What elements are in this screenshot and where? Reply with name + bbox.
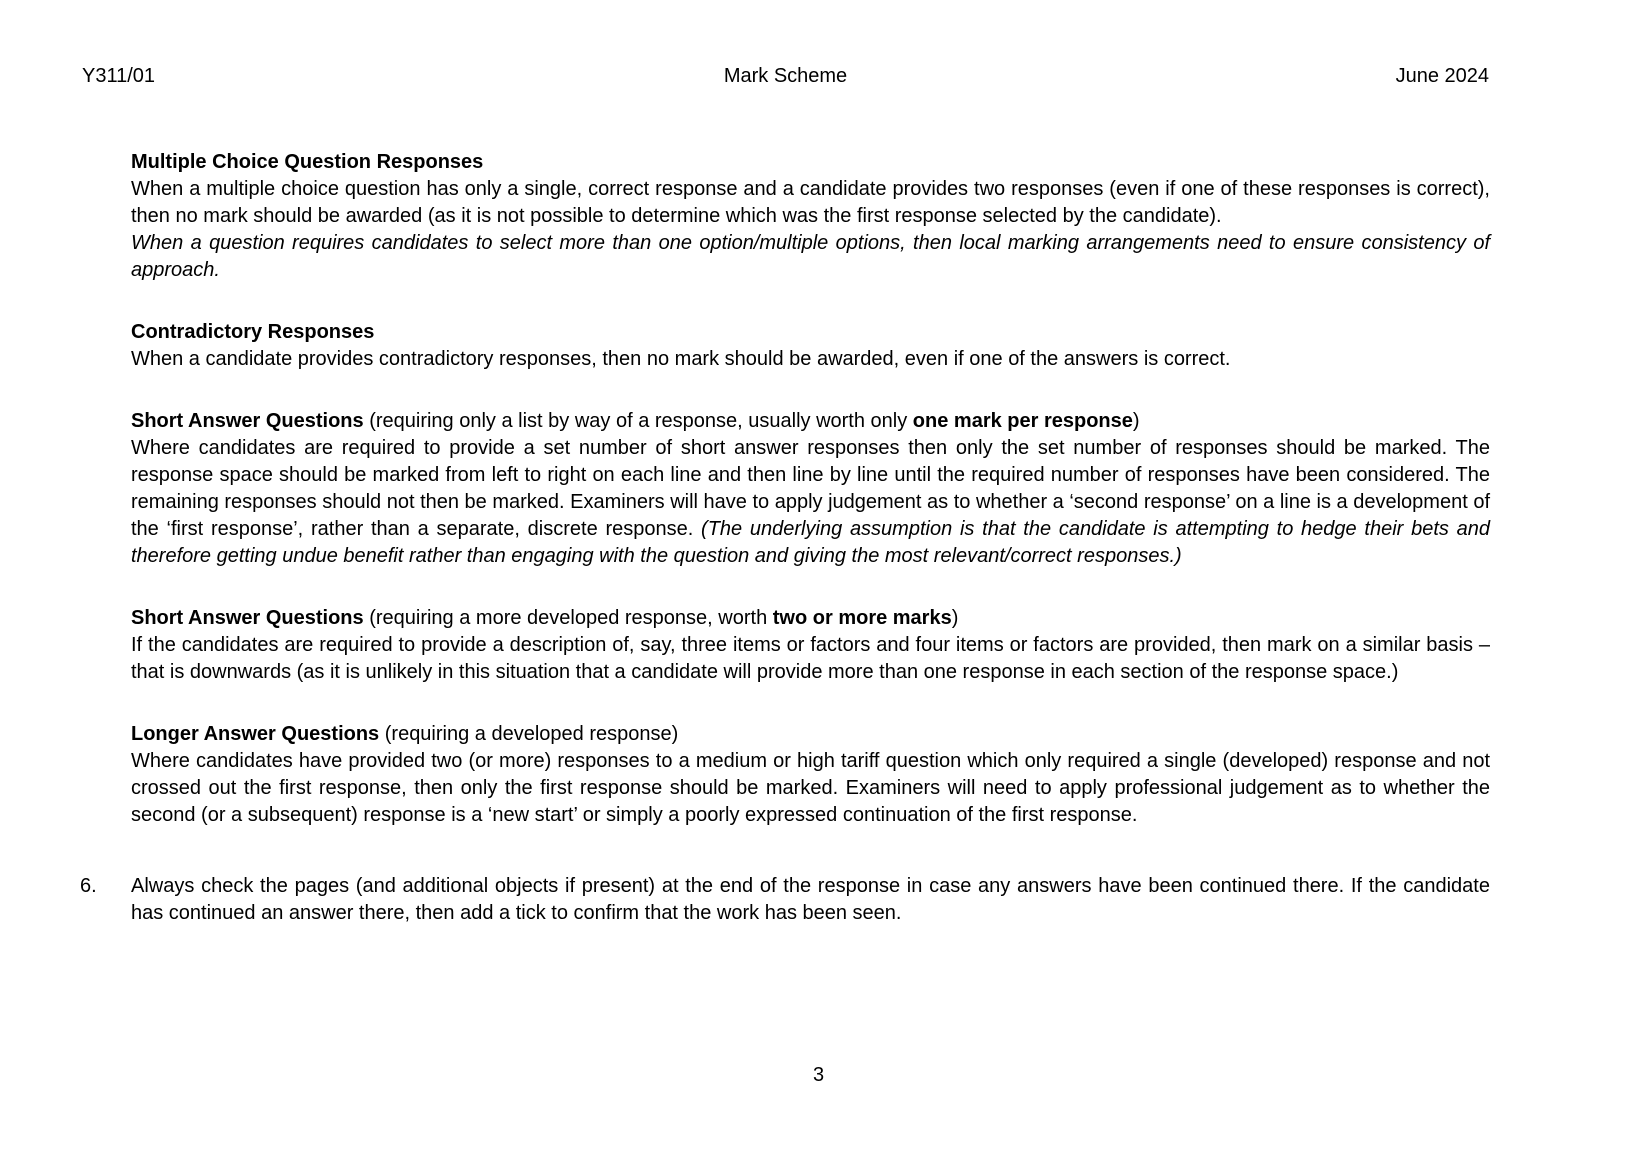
paragraph: If the candidates are required to provide a description of, say, three items or factors and four items or factors are provided, then mark on a similar basis – that is downwards (as it is unlikely in this situation that a candidate will provide more than one response in each section of the response space.) (131, 634, 1490, 683)
doc-code: Y311/01 (82, 65, 156, 87)
doc-date: June 2024 (1395, 65, 1489, 87)
section-heading: Multiple Choice Question Responses (131, 151, 484, 173)
paragraph-normal-run: Where candidates are required to provide a set number of short answer responses then only the set number of responses should be marked. The response space should be marked from left to right on each line and then line by line until the required number of responses have been considered. The remaining responses should not then be marked. Examiners will have to apply judgement as to whether a ‘second response’ on a line is a development of the ‘first response’, rather than a separate, discrete response. (131, 437, 1490, 540)
section-contradictory-responses (131, 319, 1490, 373)
section-multiple-choice-question-responses (131, 149, 1490, 284)
section-heading (131, 721, 1490, 748)
section-heading: Contradictory Responses (131, 321, 375, 343)
paragraph-italic-run: (The underlying assumption is that the candidate is attempting to hedge their bets and therefore getting undue benefit rather than engaging with the question and giving the most relevant/correct responses.) (131, 518, 1491, 567)
heading-bold-run: Short Answer Questions (131, 607, 364, 629)
section-heading (131, 408, 1490, 435)
item-number: 6. (80, 875, 97, 897)
doc-title: Mark Scheme (723, 65, 848, 87)
paragraph (131, 435, 1490, 570)
page-number: 3 (812, 1064, 825, 1086)
heading-bold-run: Short Answer Questions (131, 410, 364, 432)
section-longer-answer-questions (131, 721, 1490, 829)
heading-normal-run: ) (951, 607, 959, 629)
heading-normal-run: (requiring only a list by way of a response, usually worth only (363, 410, 913, 432)
section-short-answer-questions-developed (131, 605, 1490, 686)
paragraph: When a candidate provides contradictory responses, then no mark should be awarded, even if one of the answers is correct. (131, 348, 1231, 370)
heading-bold-run: two or more marks (772, 607, 952, 629)
paragraph: Where candidates have provided two (or more) responses to a medium or high tariff question which only required a single (developed) response and not crossed out the first response, then only the first response should be marked. Examiners will need to apply professional judgement as to whether the second (or a subsequent) response is a ‘new start’ or simply a poorly expressed continuation of the first response. (131, 750, 1490, 826)
section-heading (131, 605, 1490, 632)
section-short-answer-questions-list (131, 408, 1490, 570)
heading-bold-run: Longer Answer Questions (131, 723, 380, 745)
heading-normal-run: (requiring a developed response) (379, 723, 679, 745)
heading-normal-run: (requiring a more developed response, worth (363, 607, 773, 629)
item-text: Always check the pages (and additional objects if present) at the end of the response in case any answers have been continued there. If the candidate has continued an answer there, then add a tick to confirm that the work has been seen. (131, 875, 1490, 924)
paragraph-italic: When a question requires candidates to select more than one option/multiple options, then local marking arrangements need to ensure consistency of approach. (131, 232, 1490, 281)
heading-bold-run: one mark per response (912, 410, 1133, 432)
page-header (0, 0, 1637, 90)
document-body (131, 149, 1490, 829)
numbered-item-6 (80, 873, 1490, 927)
heading-normal-run: ) (1132, 410, 1140, 432)
paragraph: When a multiple choice question has only a single, correct response and a candidate provides two responses (even if one of these responses is correct), then no mark should be awarded (as it is not possible to determine which was the first response selected by the candidate). (131, 178, 1490, 227)
